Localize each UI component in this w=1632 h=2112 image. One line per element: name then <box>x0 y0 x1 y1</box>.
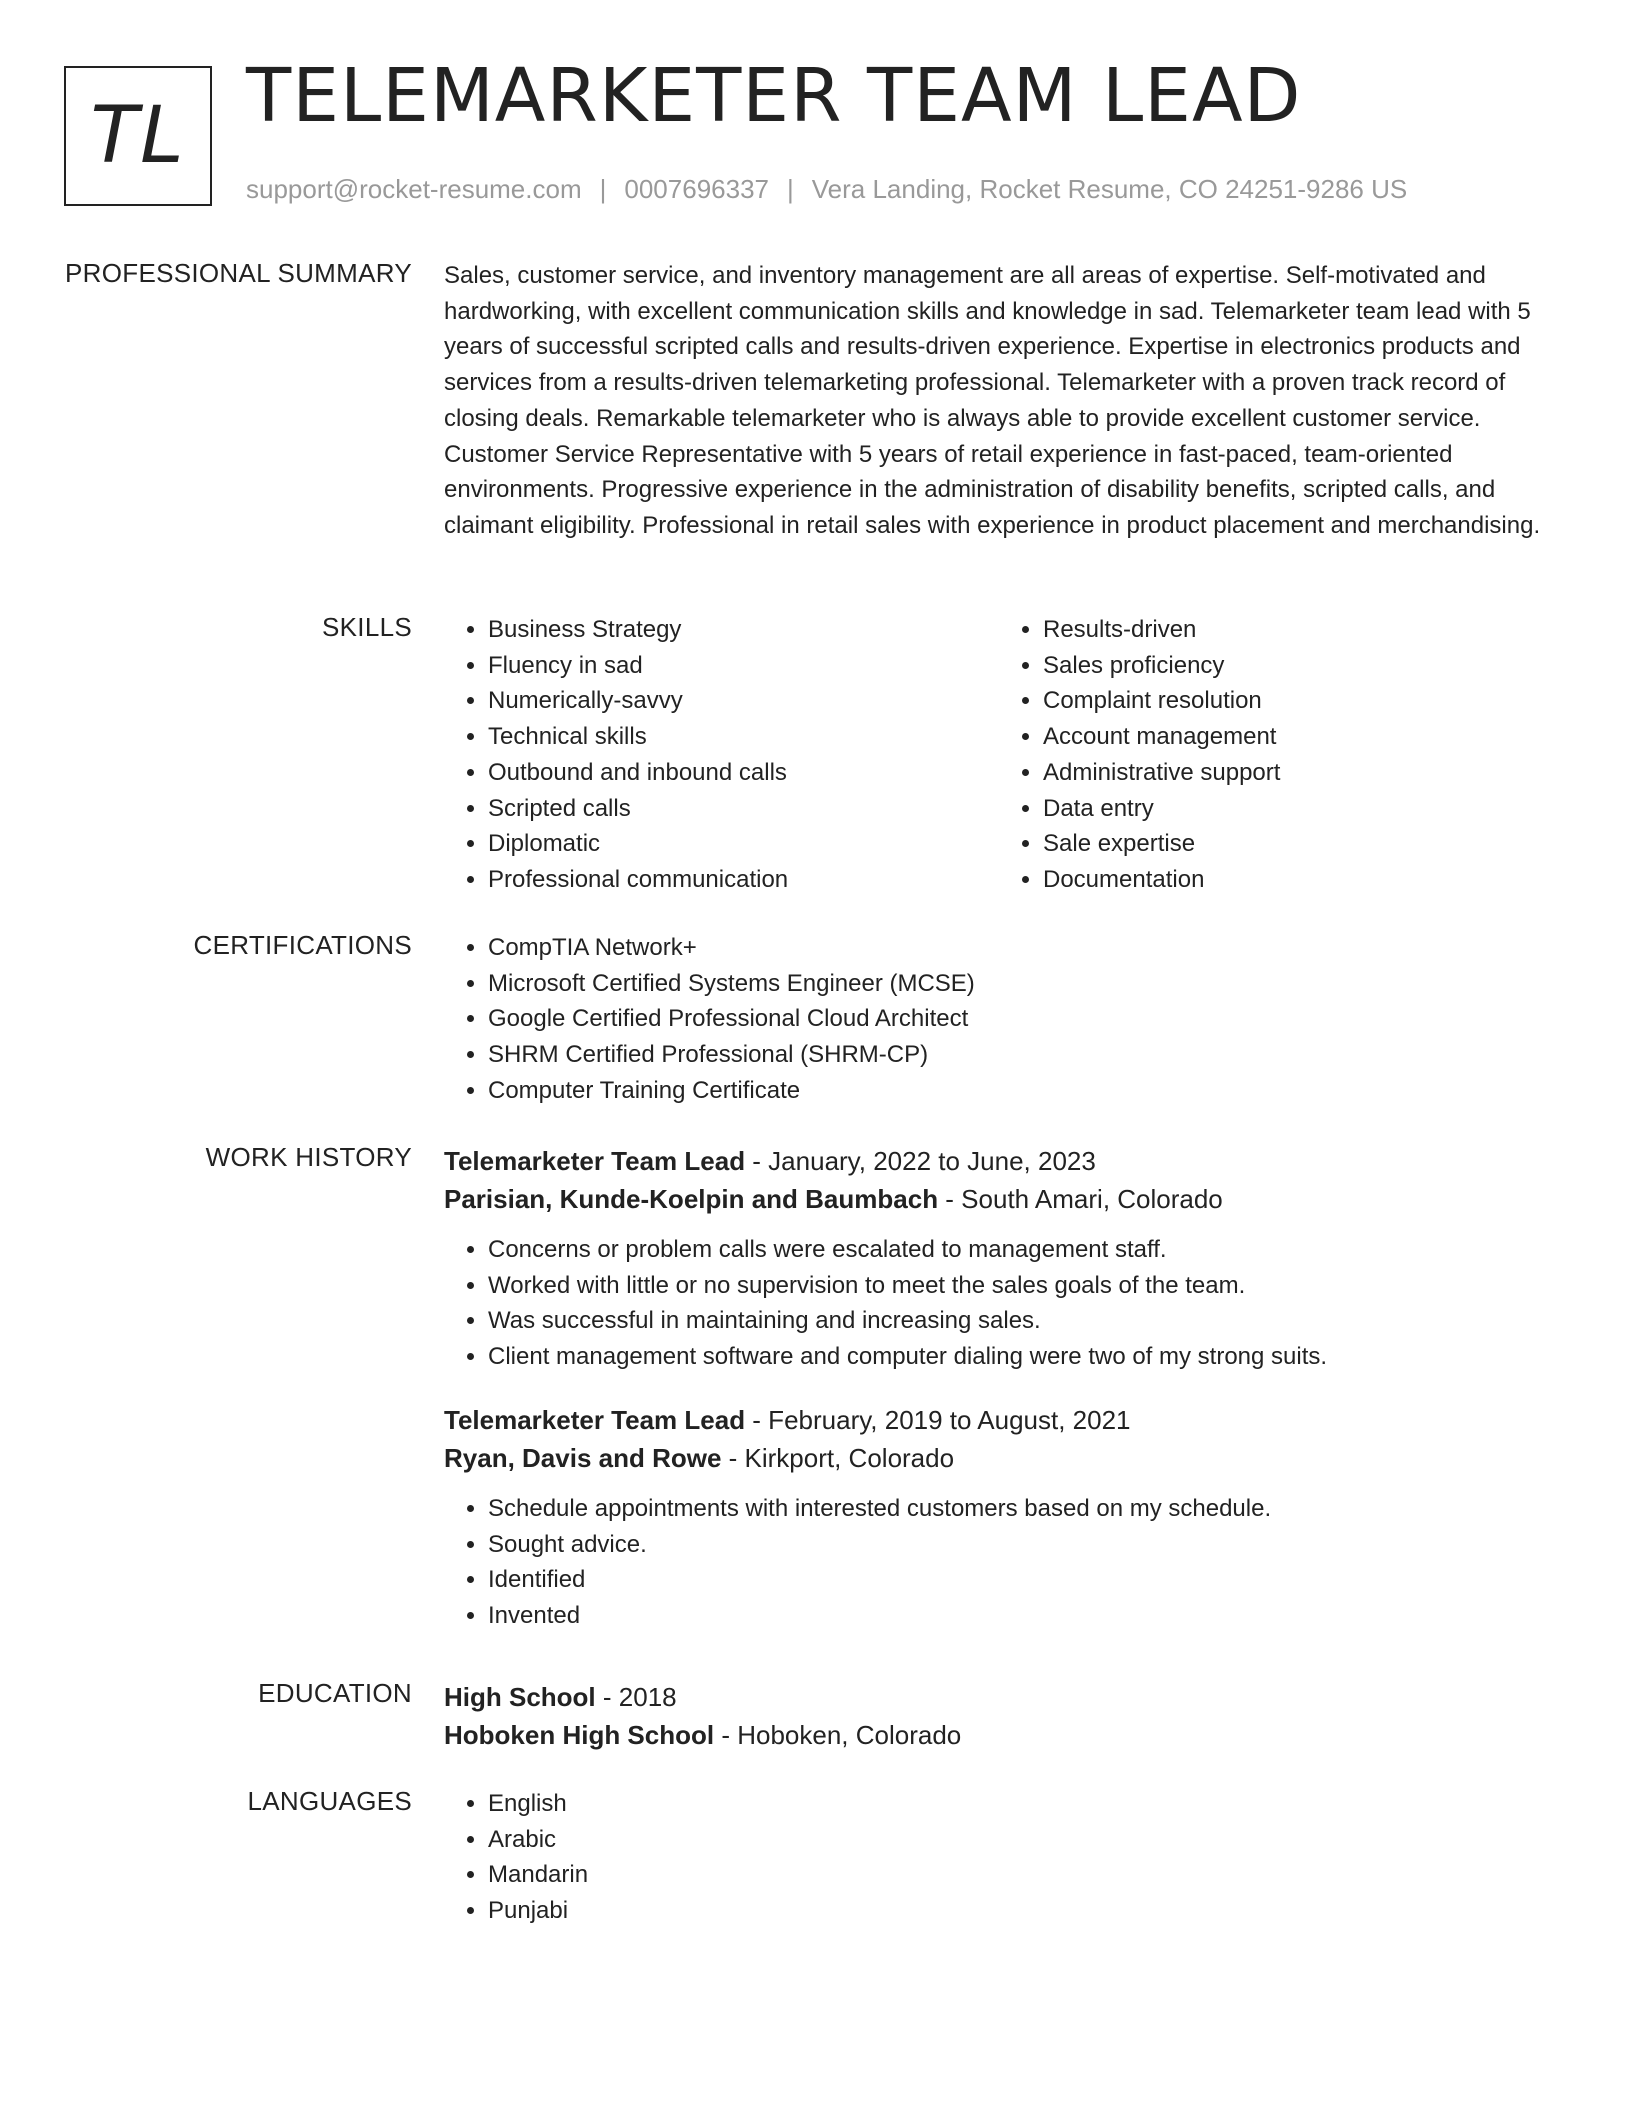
job-title-line <box>444 1401 1554 1439</box>
job-duty-item: • Concerns or problem calls were escalated to management staff. <box>488 1232 1554 1268</box>
education-degree-line <box>444 1678 1554 1716</box>
job-company-line <box>444 1439 1554 1477</box>
job-company-line <box>444 1180 1554 1218</box>
job-dates: - January, 2022 to June, 2023 <box>745 1146 1096 1176</box>
skill-item: • Business Strategy <box>488 612 999 648</box>
initials-monogram: TL <box>64 66 212 206</box>
education-school: Hoboken High School <box>444 1720 715 1750</box>
education-degree: High School <box>444 1682 596 1712</box>
section-label-summary: PROFESSIONAL SUMMARY <box>65 258 412 288</box>
skill-item: • Technical skills <box>488 719 999 755</box>
language-item: • Arabic <box>488 1822 1554 1858</box>
job-entry <box>444 1401 1554 1634</box>
section-label-education: EDUCATION <box>258 1678 412 1708</box>
job-title: Telemarketer Team Lead <box>444 1404 746 1435</box>
skill-item: • Results-driven <box>1043 612 1554 648</box>
education-year: - 2018 <box>595 1682 677 1712</box>
skill-item: • Professional communication <box>488 862 999 898</box>
skill-item: • Data entry <box>1043 791 1554 827</box>
skill-item: • Fluency in sad <box>488 648 999 684</box>
section-label-certifications: CERTIFICATIONS <box>193 930 412 960</box>
language-item: • English <box>488 1786 1554 1822</box>
skill-item: • Numerically-savvy <box>488 683 999 719</box>
job-dates: - February, 2019 to August, 2021 <box>745 1404 1131 1435</box>
contact-address: Vera Landing, Rocket Resume, CO 24251-9286 US <box>811 174 1408 204</box>
skill-item: • Administrative support <box>1043 755 1554 791</box>
skill-item: • Diplomatic <box>488 826 999 862</box>
contact-phone: 0007696337 <box>624 174 769 204</box>
certifications-list <box>444 930 1554 1109</box>
job-location: - Kirkport, Colorado <box>721 1442 955 1473</box>
certification-item: • CompTIA Network+ <box>488 930 1554 966</box>
skills-list-right <box>999 612 1554 898</box>
certification-item: • SHRM Certified Professional (SHRM-CP) <box>488 1037 1554 1073</box>
language-item: • Punjabi <box>488 1893 1554 1929</box>
job-duty-item: • Was successful in maintaining and increasing sales. <box>488 1303 1554 1339</box>
skill-item: • Scripted calls <box>488 791 999 827</box>
languages-list <box>444 1786 1554 1929</box>
job-duties <box>444 1232 1554 1375</box>
job-company: Parisian, Kunde-Koelpin and Baumbach <box>444 1184 939 1214</box>
education-location: - Hoboken, Colorado <box>714 1720 962 1750</box>
section-label-work: WORK HISTORY <box>205 1142 412 1172</box>
job-title: Telemarketer Team Lead <box>444 1146 746 1176</box>
language-item: • Mandarin <box>488 1857 1554 1893</box>
contact-email: support@rocket-resume.com <box>246 174 582 204</box>
certification-item: • Google Certified Professional Cloud Architect <box>488 1001 1554 1037</box>
education-school-line <box>444 1716 1554 1754</box>
job-duty-item: • Schedule appointments with interested customers based on my schedule. <box>488 1491 1554 1527</box>
contact-separator: | <box>599 174 607 204</box>
summary-text: Sales, customer service, and inventory management are all areas of expertise. Self-motivated and hardworking, with excellent communication skills and knowledge in sad. Telemarketer team lead with 5 years of successful scripted calls and results-driven experience. Expertise in electronics products and services from a results-driven telemarketing professional. Telemarketer with a proven track record of closing deals. Remarkable telemarketer who is always able to provide excellent customer service. Customer Service Representative with 5 years of retail experience in fast-paced, team-oriented environments. Progressive experience in the administration of disability benefits, scripted calls, and claimant eligibility. Professional in retail sales with experience in product placement and merchandising. <box>444 262 1541 539</box>
job-duty-item: • Client management software and computer dialing were two of my strong suits. <box>488 1339 1554 1375</box>
job-duty-item: • Identified <box>488 1562 1554 1598</box>
skills-list-left <box>444 612 999 898</box>
skill-item: • Outbound and inbound calls <box>488 755 999 791</box>
certification-item: • Microsoft Certified Systems Engineer (MCSE) <box>488 966 1554 1002</box>
job-location: - South Amari, Colorado <box>938 1184 1223 1214</box>
skill-item: • Account management <box>1043 719 1554 755</box>
contact-separator: | <box>787 174 794 204</box>
skill-item: • Sale expertise <box>1043 826 1554 862</box>
job-title-line <box>444 1142 1554 1180</box>
section-label-skills: SKILLS <box>322 612 412 642</box>
resume-name: TELEMARKETER TEAM LEAD <box>246 53 1302 139</box>
job-duty-item: • Worked with little or no supervision to meet the sales goals of the team. <box>488 1268 1554 1304</box>
job-duty-item: • Invented <box>488 1598 1554 1634</box>
job-company: Ryan, Davis and Rowe <box>444 1442 722 1473</box>
job-duties <box>444 1491 1554 1634</box>
contact-line <box>246 174 1407 205</box>
skill-item: • Sales proficiency <box>1043 648 1554 684</box>
job-duty-item: • Sought advice. <box>488 1527 1554 1563</box>
certification-item: • Computer Training Certificate <box>488 1073 1554 1109</box>
skill-item: • Documentation <box>1043 862 1554 898</box>
section-label-languages: LANGUAGES <box>247 1786 412 1816</box>
skill-item: • Complaint resolution <box>1043 683 1554 719</box>
job-entry <box>444 1142 1554 1375</box>
